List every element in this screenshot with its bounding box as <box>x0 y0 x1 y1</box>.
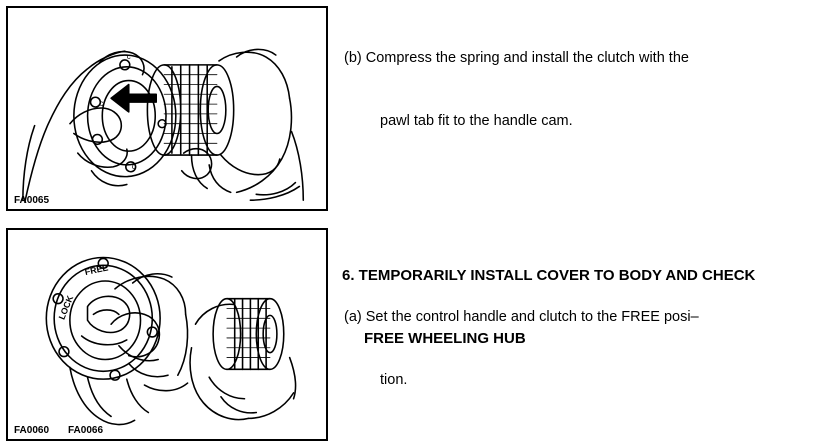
svg-text:c: c <box>99 99 104 109</box>
step-b-line-1: (b) Compress the spring and install the clutch with the <box>344 50 689 66</box>
figure-code-bottom-right: FA0066 <box>68 425 104 436</box>
step-a-line-2: tion. <box>380 372 408 388</box>
step-a-paragraph <box>344 265 824 433</box>
svg-text:c: c <box>126 51 131 61</box>
figure-code-top: FA0065 <box>14 195 50 206</box>
hands-setting-free-position-illustration <box>8 230 326 439</box>
svg-text:LOCK: LOCK <box>56 294 76 322</box>
step-6-line-1: 6. TEMPORARILY INSTALL COVER TO BODY AND CHECK <box>342 267 756 284</box>
figure-panel-top <box>6 6 328 211</box>
step-b-line-2: pawl tab fit to the handle cam. <box>380 113 573 129</box>
step-a-line-1: (a) Set the control handle and clutch to the FREE posi– <box>344 309 699 325</box>
instruction-text-column <box>340 0 832 447</box>
step-6-line-2: FREE WHEELING HUB <box>364 330 526 347</box>
step-b-paragraph <box>344 6 824 174</box>
figure-panel-bottom <box>6 228 328 441</box>
hands-compressing-spring-illustration <box>8 8 326 209</box>
svg-text:c: c <box>131 161 136 171</box>
svg-text:FREE: FREE <box>83 262 110 278</box>
figure-code-bottom-left: FA0060 <box>14 425 50 436</box>
